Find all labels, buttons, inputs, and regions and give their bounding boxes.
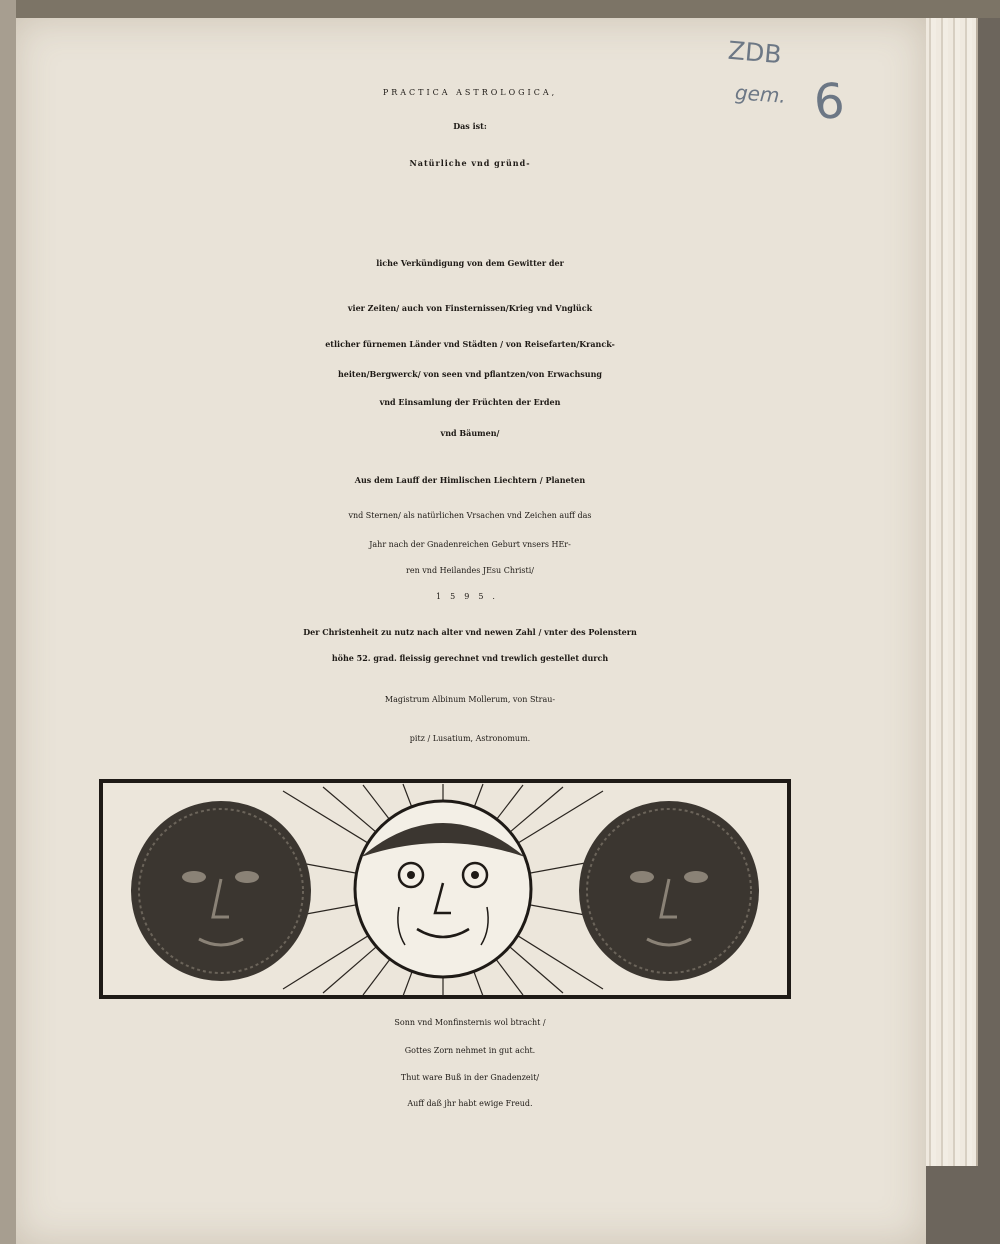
- top-edge-shadow: [0, 0, 1000, 18]
- verse-line-1: Sonn vnd Monfinsternis wol btracht /: [394, 1018, 546, 1027]
- section3-line-1: Der Christenheit zu nutz nach alter vnd newen Zahl / vnter des Polenstern: [303, 627, 637, 637]
- title-line-1: liche Verkündigung von dem Gewitter der: [376, 258, 564, 268]
- section2-line-3: Jahr nach der Gnadenreichen Geburt vnsers HEr-: [369, 540, 571, 549]
- sun-face-icon: [355, 801, 531, 977]
- heading: PRACTICA ASTROLOGICA,: [382, 88, 558, 97]
- subheading: Das ist:: [453, 121, 487, 131]
- title-line-6: vnd Bäumen/: [440, 428, 500, 438]
- big-title: Natürliche vnd gründ-: [409, 158, 531, 168]
- library-mark-note: ZDB: [726, 35, 783, 70]
- year: 1595.: [436, 592, 504, 601]
- title-line-4: heiten/Bergwerck/ von seen vnd pflantzen/von Erwachsung: [337, 369, 603, 379]
- number-note: 6: [812, 73, 847, 131]
- verse-line-4: Auff daß jhr habt ewige Freud.: [407, 1099, 533, 1108]
- dark-moon-right-icon: [579, 801, 759, 981]
- title-line-5: vnd Einsamlung der Früchten der Erden: [379, 397, 561, 407]
- section3-line-2: höhe 52. grad. fleissig gerechnet vnd trewlich gestellet durch: [331, 653, 609, 663]
- section2-line-1: Aus dem Lauff der Himlischen Liechtern / Planeten: [354, 475, 586, 485]
- author-line-1: Magistrum Albinum Mollerum, von Strau-: [384, 695, 556, 704]
- verse-line-3: Thut ware Buß in der Gnadenzeit/: [400, 1073, 540, 1082]
- book-spine: [0, 0, 16, 1244]
- section2-line-2: vnd Sternen/ als natürlichen Vrsachen vnd Zeichen auff das: [348, 511, 592, 520]
- section2-line-4: ren vnd Heilandes JEsu Christi/: [406, 566, 534, 575]
- author-line-2: pitz / Lusatium, Astronomum.: [409, 734, 531, 743]
- abbrev-note: gem.: [734, 80, 787, 108]
- title-line-2: vier Zeiten/ auch von Finsternissen/Krieg vnd Vnglück: [347, 303, 593, 313]
- dark-moon-left-icon: [131, 801, 311, 981]
- verse-line-2: Gottes Zorn nehmet in gut acht.: [404, 1046, 536, 1055]
- woodcut-illustration: [99, 779, 791, 1001]
- title-line-3: etlicher fürnemen Länder vnd Städten / von Reisefarten/Kranck-: [325, 339, 615, 349]
